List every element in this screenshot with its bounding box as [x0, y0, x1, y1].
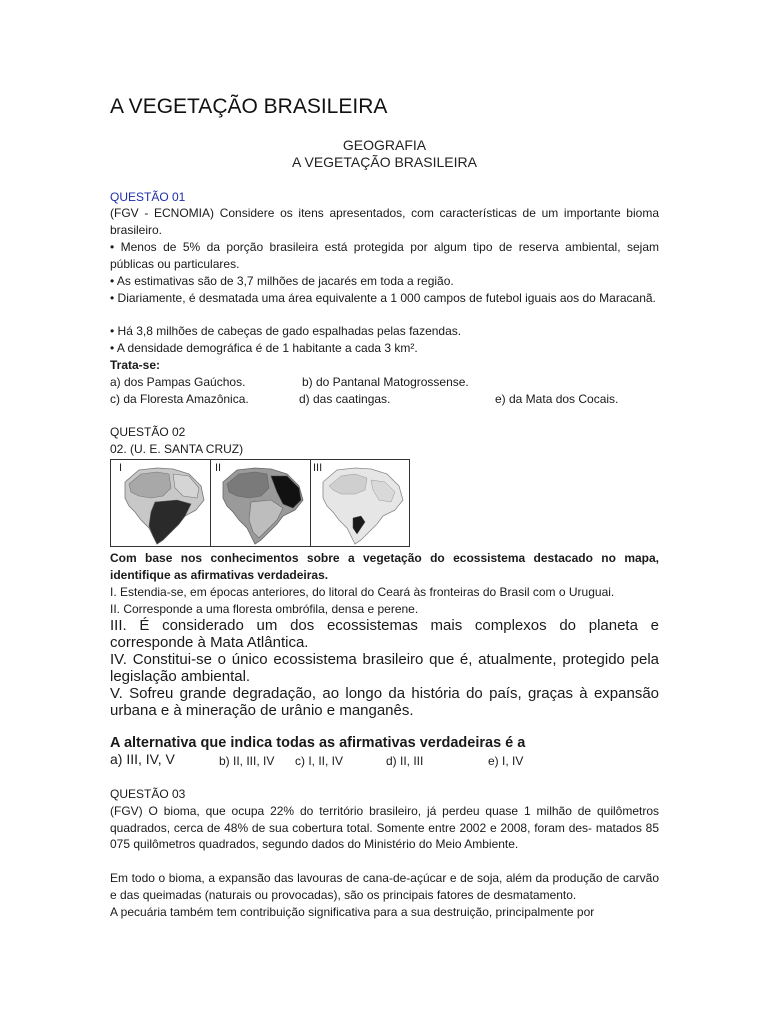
q1-prompt: Trata-se:: [110, 358, 161, 372]
q1-bullet: • Menos de 5% da porção brasileira está protegida por algum tipo de reserva ambiental, sejam públicas ou particulares.: [110, 240, 659, 271]
q2-statement: V. Sofreu grande degradação, ao longo da história do país, graças à expansão urbana e à mineração de urânio e manganês.: [110, 685, 659, 719]
map-label: III: [313, 462, 323, 474]
q2-instruction: Com base nos conhecimentos sobre a vegetação do ecossistema destacado no mapa, identifique as afirmativas verdadeiras.: [110, 551, 659, 582]
q2-source: 02. (U. E. SANTA CRUZ): [110, 442, 244, 456]
brazil-map-1: [111, 460, 210, 546]
q1-option-e: e) da Mata dos Cocais.: [495, 392, 619, 406]
q1-option-b: b) do Pantanal Matogrossense.: [302, 375, 469, 389]
q2-option-e: e) I, IV: [488, 754, 524, 768]
map-panel-2: [211, 460, 311, 546]
page-title: A VEGETAÇÃO BRASILEIRA: [110, 95, 388, 118]
q2-option-b: b) II, III, IV: [219, 754, 275, 768]
q2-option-d: d) II, III: [386, 754, 424, 768]
q2-option-a: a) III, IV, V: [110, 751, 175, 767]
q1-bullet: • Há 3,8 milhões de cabeças de gado espalhadas pelas fazendas.: [110, 324, 462, 338]
q1-option-a: a) dos Pampas Gaúchos.: [110, 375, 246, 389]
q3-heading: QUESTÃO 03: [110, 787, 186, 801]
q1-bullet: • A densidade demográfica é de 1 habitante a cada 3 km².: [110, 341, 418, 355]
biome-maps-figure: [110, 459, 410, 547]
map-panel-1: [111, 460, 211, 546]
q2-statement: II. Corresponde a uma floresta ombrófila, densa e perene.: [110, 602, 419, 616]
q2-statement: I. Estendia-se, em épocas anteriores, do litoral do Ceará às fronteiras do Brasil com o Uruguai.: [110, 585, 615, 599]
q1-heading: QUESTÃO 01: [110, 190, 186, 204]
q3-paragraph: A pecuária também tem contribuição significativa para a sua destruição, principalmente por: [110, 905, 595, 919]
q3-paragraph: Em todo o bioma, a expansão das lavouras de cana-de-açúcar e de soja, além da produção de carvão e das queimadas (naturais ou provocadas), são os principais fatores de desmatamento.: [110, 871, 659, 902]
subject-heading: GEOGRAFIA: [342, 137, 427, 153]
q2-statement: IV. Constitui-se o único ecossistema brasileiro que é, atualmente, protegido pela legislação ambiental.: [110, 651, 659, 685]
q2-prompt: A alternativa que indica todas as afirmativas verdadeiras é a: [110, 735, 526, 751]
q1-option-c: c) da Floresta Amazônica.: [110, 392, 249, 406]
q1-bullet: • As estimativas são de 3,7 milhões de jacarés em toda a região.: [110, 274, 454, 288]
q1-intro: (FGV - ECNOMIA) Considere os itens apresentados, com características de um importante bioma brasileiro.: [110, 206, 659, 237]
brazil-map-2: [211, 460, 310, 546]
map-label: I: [119, 462, 123, 474]
q2-statement: III. É considerado um dos ecossistemas mais complexos do planeta e corresponde à Mata Atlântica.: [110, 617, 659, 651]
q2-heading: QUESTÃO 02: [110, 425, 186, 439]
q3-paragraph: (FGV) O bioma, que ocupa 22% do território brasileiro, já perdeu quase 1 milhão de quilômetros quadrados, cerca de 48% de sua cobertura total. Somente entre 2002 e 2008, foram des- matados 85 075 quilômetros quadrados, segundo dados do Ministério do Meio Ambiente.: [110, 804, 659, 852]
q2-option-c: c) I, II, IV: [295, 754, 344, 768]
subtitle-heading: A VEGETAÇÃO BRASILEIRA: [292, 154, 477, 170]
map-panel-3: [311, 460, 409, 546]
q1-option-d: d) das caatingas.: [299, 392, 391, 406]
brazil-map-3: [311, 460, 409, 546]
map-label: II: [215, 462, 222, 474]
q1-bullet: • Diariamente, é desmatada uma área equivalente a 1 000 campos de futebol iguais aos do Maracanã.: [110, 291, 656, 305]
